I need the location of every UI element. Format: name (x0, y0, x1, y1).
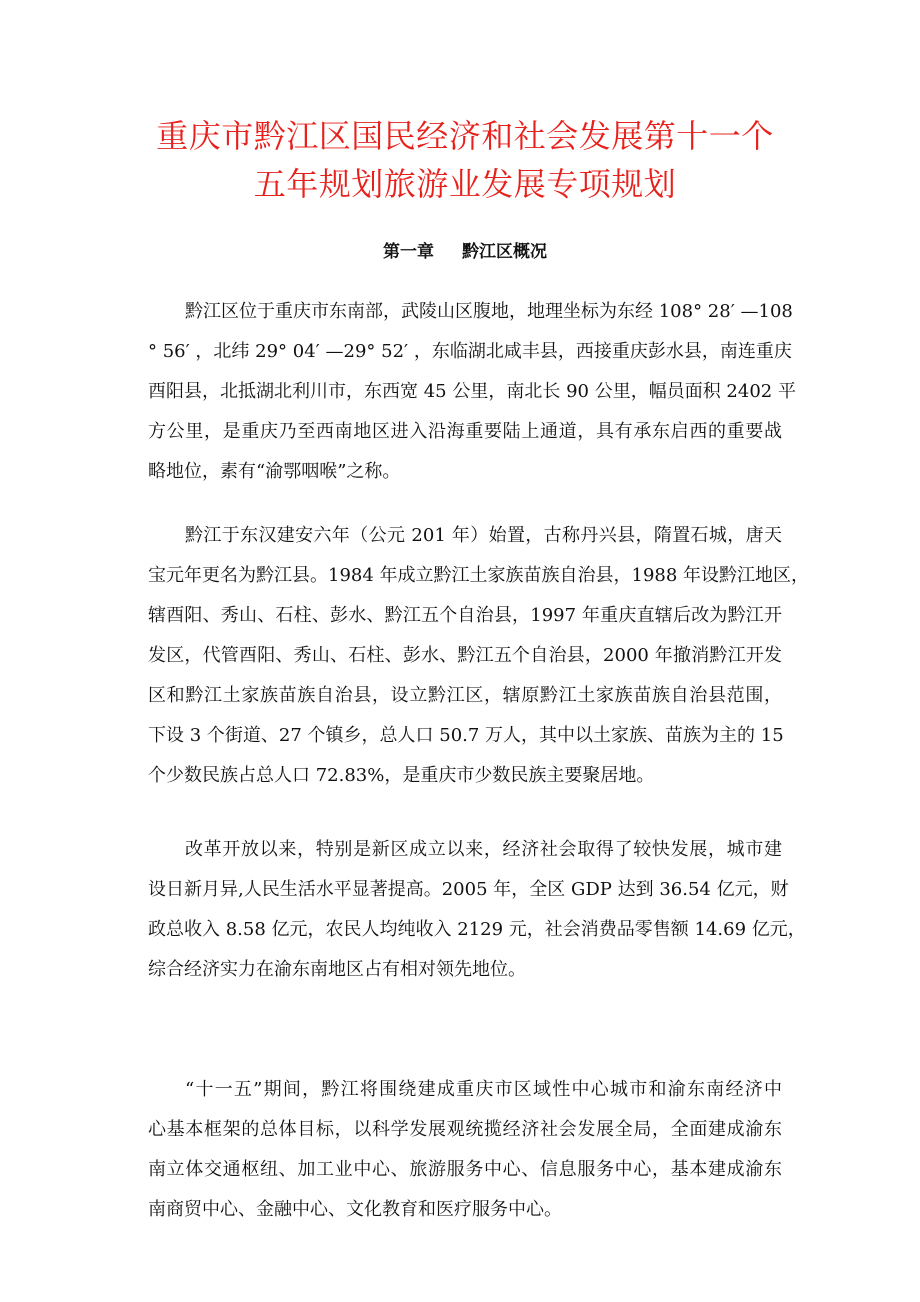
paragraph-line: 下设 3 个街道、27 个镇乡，总人口 50.7 万人，其中以土家族、苗族为主的 15 (148, 725, 784, 746)
paragraph-line: 发区，代管酉阳、秀山、石柱、彭水、黔江五个自治县，2000 年撤消黔江开发 (148, 645, 782, 666)
paragraph (148, 1070, 782, 1230)
paragraph-line: 综合经济实力在渝东南地区占有相对领先地位。 (148, 959, 526, 980)
paragraph-line: 黔江区位于重庆市东南部，武陵山区腹地，地理坐标为东经 108° 28′ —108 (185, 301, 793, 322)
paragraph-line: 个少数民族占总人口 72.83%，是重庆市少数民族主要聚居地。 (148, 765, 655, 786)
paragraph-line: 黔江于东汉建安六年（公元 201 年）始置，古称丹兴县，隋置石城，唐天 (185, 525, 782, 546)
paragraph-line: 政总收入 8.58 亿元，农民人均纯收入 2129 元，社会消费品零售额 14.69 亿元， (148, 919, 806, 940)
paragraph-line: 略地位，素有“渝鄂咽喉”之称。 (148, 461, 401, 482)
paragraph (148, 292, 796, 492)
chapter-heading (0, 238, 920, 266)
document-title (0, 112, 920, 208)
paragraph (148, 830, 806, 990)
paragraph-line: 方公里，是重庆乃至西南地区进入沿海重要陆上通道，具有承东启西的重要战 (148, 421, 782, 442)
chapter-name: 黔江区概况 (462, 242, 547, 262)
paragraph-line: 设日新月异,人民生活水平显著提高。2005 年，全区 GDP 达到 36.54 亿元，财 (148, 879, 789, 900)
title-line-2: 五年规划旅游业发展专项规划 (253, 165, 677, 203)
paragraph (148, 516, 810, 796)
paragraph-line: “十一五”期间，黔江将围绕建成重庆市区域性中心城市和渝东南经济中 (185, 1079, 782, 1100)
paragraph-line: 宝元年更名为黔江县。1984 年成立黔江土家族苗族自治县，1988 年设黔江地区， (148, 565, 810, 586)
paragraph-line: 南立体交通枢纽、加工业中心、旅游服务中心、信息服务中心，基本建成渝东 (148, 1159, 782, 1180)
chapter-number: 第一章 (383, 242, 434, 262)
paragraph-line: 辖酉阳、秀山、石柱、彭水、黔江五个自治县，1997 年重庆直辖后改为黔江开 (148, 605, 782, 626)
title-line-1: 重庆市黔江区国民经济和社会发展第十一个 (156, 117, 774, 155)
paragraph-line: ° 56′ ，北纬 29° 04′ —29° 52′ ，东临湖北咸丰县，西接重庆彭水县，南连重庆 (148, 341, 792, 362)
paragraph-line: 改革开放以来，特别是新区成立以来，经济社会取得了较快发展，城市建 (185, 839, 782, 860)
paragraph-line: 南商贸中心、金融中心、文化教育和医疗服务中心。 (148, 1199, 562, 1220)
paragraph-line: 酉阳县，北抵湖北利川市，东西宽 45 公里，南北长 90 公里，幅员面积 2402 平 (148, 381, 796, 402)
paragraph-line: 心基本框架的总体目标，以科学发展观统揽经济社会发展全局，全面建成渝东 (148, 1119, 782, 1140)
paragraph-line: 区和黔江土家族苗族自治县，设立黔江区，辖原黔江土家族苗族自治县范围， (148, 685, 782, 706)
